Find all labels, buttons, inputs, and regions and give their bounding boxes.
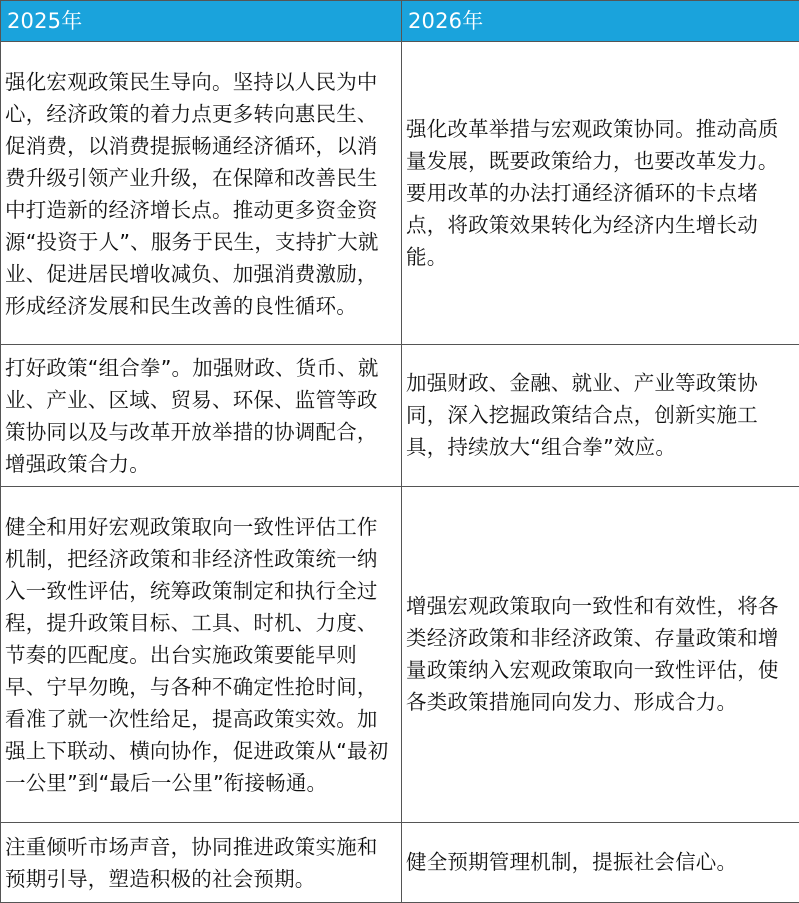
cell-2026: 增强宏观政策取向一致性和有效性，将各类经济政策和非经济政策、存量政策和增量政策纳入宏观政策取向一致性评估，使各类政策措施同向发力、形成合力。 <box>402 487 799 823</box>
cell-2025: 健全和用好宏观政策取向一致性评估工作机制，把经济政策和非经济性政策统一纳入一致性评估，统筹政策制定和执行全过程，提升政策目标、工具、时机、力度、节奏的匹配度。出台实施政策要能早则早、宁早勿晚，与各种不确定性抢时间，看准了就一次性给足，提高政策实效。加强上下联动、横向协作，促进政策从“最初一公里”到“最后一公里”衔接畅通。 <box>1 487 402 823</box>
table-header-row <box>1 1 799 42</box>
cell-2025: 打好政策“组合拳”。加强财政、货币、就业、产业、区域、贸易、环保、监管等政策协同以及与改革开放举措的协调配合，增强政策合力。 <box>1 344 402 486</box>
cell-2026: 健全预期管理机制，提振社会信心。 <box>402 822 799 902</box>
cell-2025: 强化宏观政策民生导向。坚持以人民为中心，经济政策的着力点更多转向惠民生、促消费，以消费提振畅通经济循环，以消费升级引领产业升级，在保障和改善民生中打造新的经济增长点。推动更多资金资源“投资于人”、服务于民生，支持扩大就业、促进居民增收减负、加强消费激励，形成经济发展和民生改善的良性循环。 <box>1 42 402 345</box>
cell-2026: 强化改革举措与宏观政策协同。推动高质量发展，既要政策给力，也要改革发力。要用改革的办法打通经济循环的卡点堵点，将政策效果转化为经济内生增长动能。 <box>402 42 799 345</box>
column-header-2026: 2026年 <box>402 1 799 42</box>
table-row <box>1 344 799 486</box>
cell-2025: 注重倾听市场声音，协同推进政策实施和预期引导，塑造积极的社会预期。 <box>1 822 402 902</box>
table-row <box>1 822 799 902</box>
table-row <box>1 487 799 823</box>
column-header-2025: 2025年 <box>1 1 402 42</box>
cell-2026: 加强财政、金融、就业、产业等政策协同，深入挖掘政策结合点，创新实施工具，持续放大“组合拳”效应。 <box>402 344 799 486</box>
table-row <box>1 42 799 345</box>
